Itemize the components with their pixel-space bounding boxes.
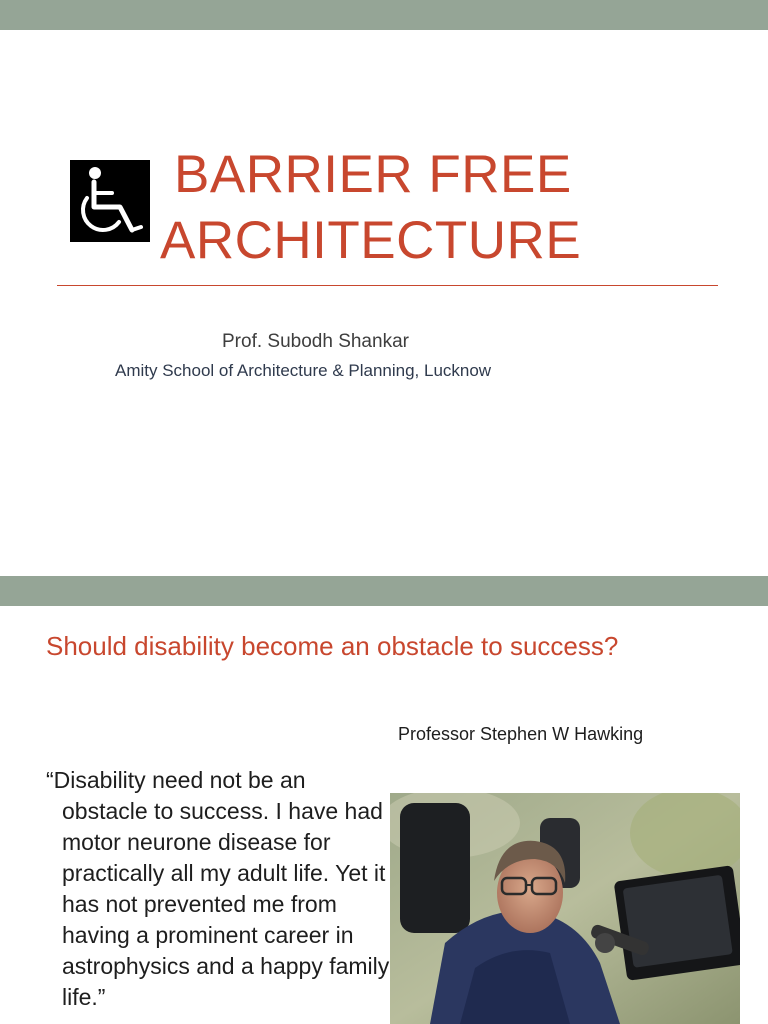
slide-heading: Should disability become an obstacle to success? (46, 631, 619, 661)
title-line-2: ARCHITECTURE (160, 211, 582, 270)
wheelchair-icon (70, 160, 150, 242)
slide-header-band (0, 0, 768, 30)
portrait-photo (390, 793, 740, 1024)
author-affiliation: Amity School of Architecture & Planning, Lucknow (115, 361, 492, 380)
photo-caption: Professor Stephen W Hawking (398, 724, 644, 744)
title-line-1: BARRIER FREE (174, 145, 572, 204)
quote-text: “Disability need not be an obstacle to success. I have had motor neurone disease for practically all my adult life. Yet it has not prevented me from having a prominent career in astrophysics and a happy family life.” (46, 767, 390, 1010)
title-divider (57, 285, 718, 286)
slide-title (160, 142, 640, 274)
author-name: Prof. Subodh Shankar (222, 331, 409, 352)
slide-separator-band (0, 576, 768, 606)
